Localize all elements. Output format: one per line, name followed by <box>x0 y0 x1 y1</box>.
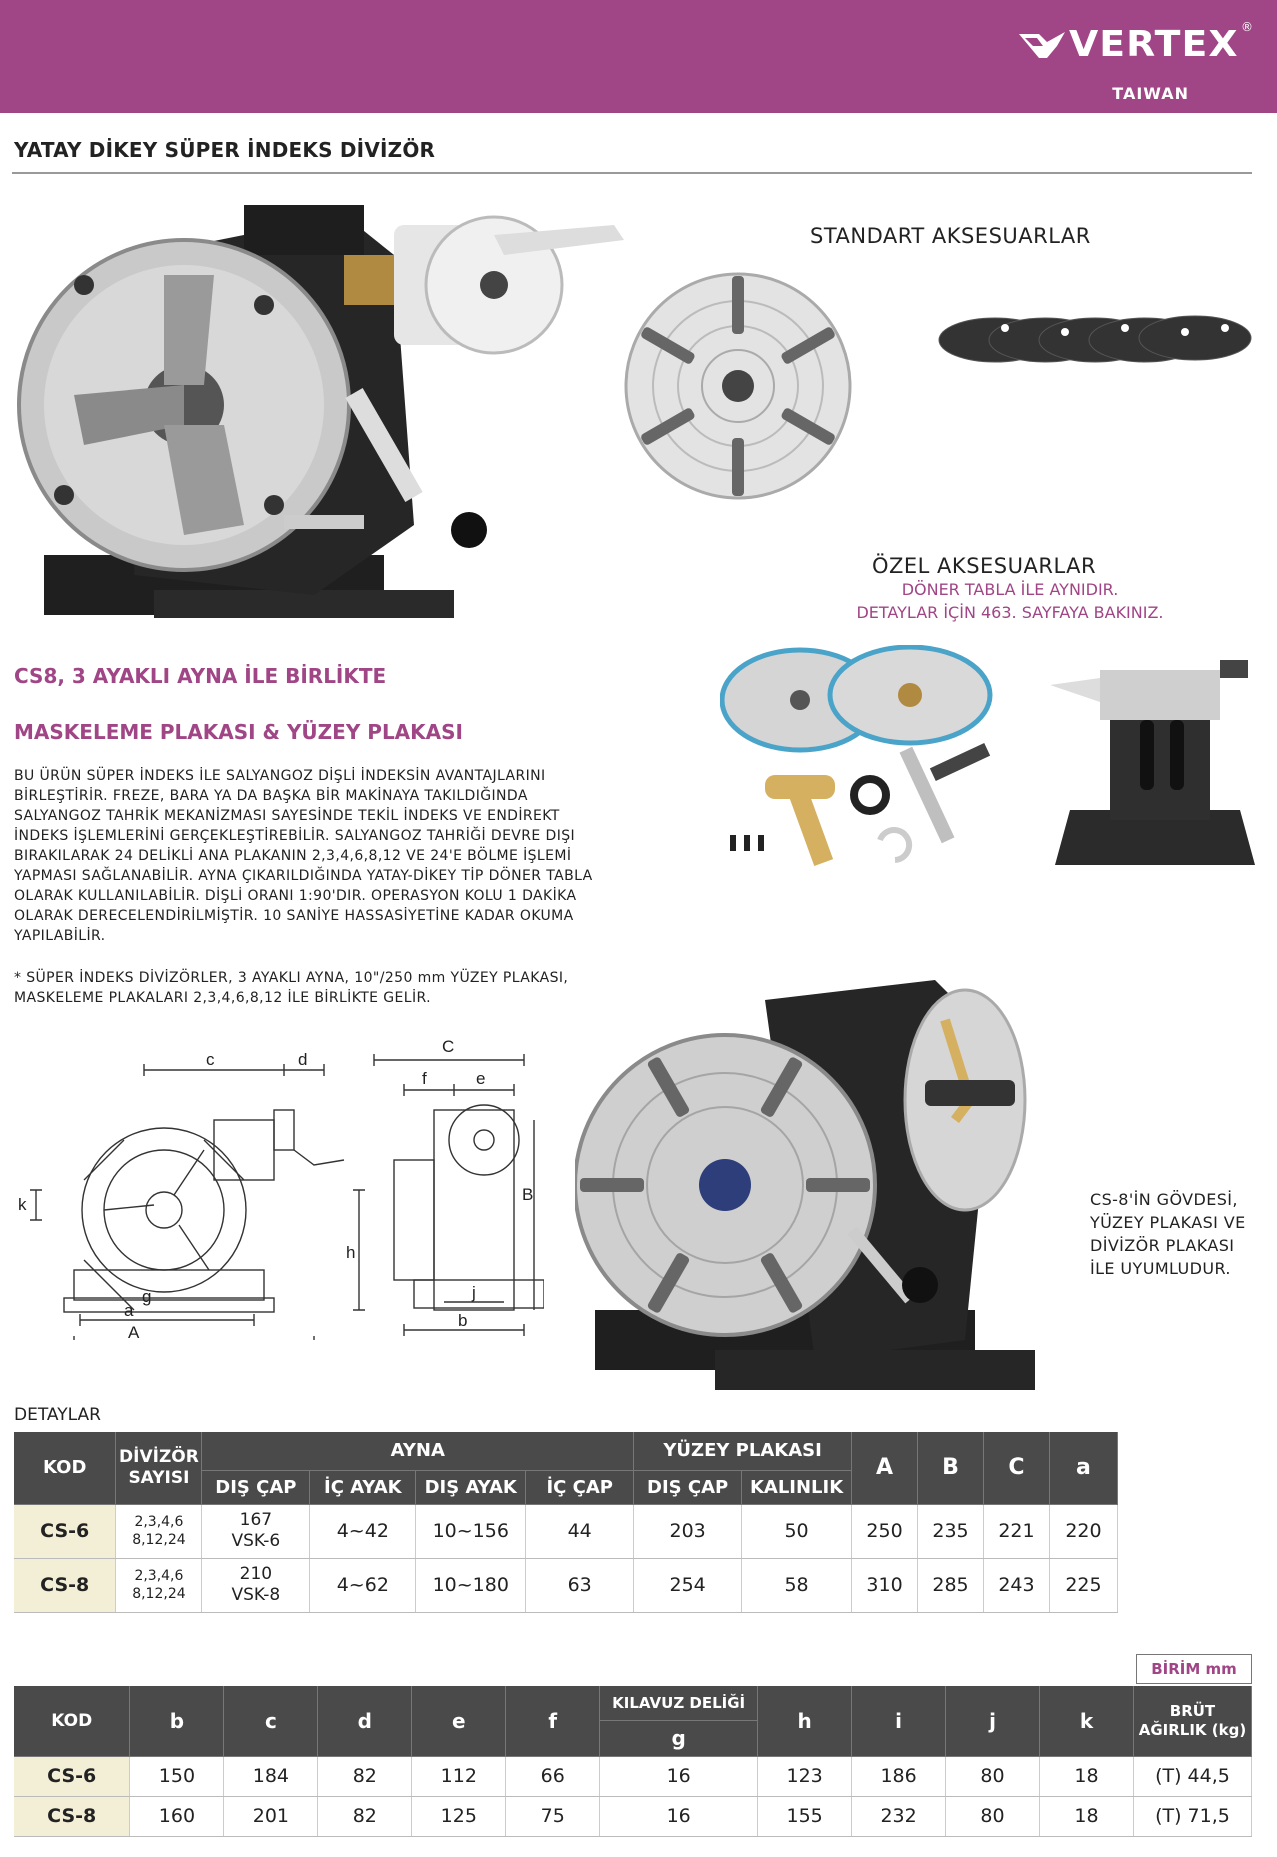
dim-label-k: k <box>18 1195 27 1214</box>
cell-i: 186 <box>852 1756 946 1796</box>
dim-label-g: g <box>142 1287 152 1306</box>
cell-ic-ayak: 4~42 <box>310 1504 416 1558</box>
dim-label-f: f <box>422 1069 427 1088</box>
cell-weight: (T) 44,5 <box>1133 1756 1251 1796</box>
cell-y-dis-cap: 254 <box>634 1558 742 1612</box>
surface-plate-photo <box>622 270 854 502</box>
compat-line: YÜZEY PLAKASI VE <box>1090 1213 1246 1232</box>
col-kod: KOD <box>14 1686 130 1756</box>
description-line: YAPILABİLİR. <box>14 928 106 944</box>
col-divizor-line1: DİVİZÖR <box>119 1446 199 1467</box>
title-divider <box>12 172 1252 174</box>
cell-d: 82 <box>318 1756 412 1796</box>
table-row <box>14 1504 1118 1558</box>
cell-C: 243 <box>983 1558 1049 1612</box>
col-divizor-line2: SAYISI <box>128 1467 190 1488</box>
col-y-dis-cap: DIŞ ÇAP <box>634 1470 742 1504</box>
description-line: BIRAKILARAK 24 DELİKLİ ANA PLAKANIN 2,3,4,6,8,12 VE 24'E BÖLME İŞLEMİ <box>14 848 572 864</box>
compat-line: İLE UYUMLUDUR. <box>1090 1259 1231 1278</box>
col-A: A <box>852 1432 918 1504</box>
unit-label: BİRİM mm <box>1136 1654 1252 1684</box>
cell-ic-cap: 44 <box>526 1504 634 1558</box>
cell-k: 18 <box>1040 1796 1134 1836</box>
col-h: h <box>758 1686 852 1756</box>
special-accessories-note-1: DÖNER TABLA İLE AYNIDIR. <box>901 580 1119 599</box>
cell-f: 75 <box>506 1796 600 1836</box>
col-j: j <box>946 1686 1040 1756</box>
cell-k: 18 <box>1040 1756 1134 1796</box>
cell-e: 125 <box>412 1796 506 1836</box>
details-label: DETAYLAR <box>14 1405 101 1425</box>
specs-table-2 <box>14 1686 1252 1837</box>
cell-b: 160 <box>130 1796 224 1836</box>
index-plates-kit-photo <box>720 645 1000 875</box>
dim-label-b: b <box>458 1311 468 1330</box>
col-divizor <box>116 1432 202 1504</box>
eagle-icon <box>1017 28 1067 62</box>
product-photo-cs8-rotary <box>575 960 1075 1400</box>
registered-mark: ® <box>1241 20 1253 34</box>
description-line: YAPMASI SAĞLANABİLİR. AYNA ÇIKARILDIĞINDA YATAY-DİKEY TİP DÖNER TABLA <box>14 868 593 884</box>
cell-line: 2,3,4,6 <box>134 1514 184 1530</box>
logo-country: TAIWAN <box>1112 84 1189 103</box>
technical-drawing <box>14 1020 544 1340</box>
cell-f: 66 <box>506 1756 600 1796</box>
cell-line: 167 <box>239 1510 273 1530</box>
cell-kod: CS-6 <box>14 1756 130 1796</box>
cell-divizor <box>116 1558 202 1612</box>
col-c: c <box>224 1686 318 1756</box>
cell-dis-ayak: 10~156 <box>416 1504 526 1558</box>
col-kalinlik: KALINLIK <box>742 1470 852 1504</box>
cell-j: 80 <box>946 1796 1040 1836</box>
specs-table-1 <box>14 1432 1118 1613</box>
cell-weight: (T) 71,5 <box>1133 1796 1251 1836</box>
cell-ic-ayak: 4~62 <box>310 1558 416 1612</box>
compat-line: DİVİZÖR PLAKASI <box>1090 1236 1235 1255</box>
compatibility-note <box>1090 1188 1270 1280</box>
dim-label-C: C <box>442 1037 455 1056</box>
cell-a: 225 <box>1049 1558 1117 1612</box>
cell-C: 221 <box>983 1504 1049 1558</box>
col-B: B <box>918 1432 984 1504</box>
cell-y-dis-cap: 203 <box>634 1504 742 1558</box>
cell-kod: CS-6 <box>14 1504 116 1558</box>
compat-line: CS-8'İN GÖVDESİ, <box>1090 1190 1238 1209</box>
cell-line: VSK-8 <box>231 1585 281 1605</box>
cell-line: VSK-6 <box>231 1531 281 1551</box>
cell-line: 8,12,24 <box>132 1586 186 1602</box>
cell-line: 210 <box>239 1564 273 1584</box>
col-ic-cap: İÇ ÇAP <box>526 1470 634 1504</box>
cell-A: 250 <box>852 1504 918 1558</box>
col-kilavuz: KILAVUZ DELİĞİ <box>600 1686 758 1720</box>
col-f: f <box>506 1686 600 1756</box>
section-title-cs8: CS8, 3 AYAKLI AYNA İLE BİRLİKTE <box>14 664 387 688</box>
col-a: a <box>1049 1432 1117 1504</box>
section-title-plates: MASKELEME PLAKASI & YÜZEY PLAKASI <box>14 720 463 744</box>
cell-g: 16 <box>600 1796 758 1836</box>
header-banner <box>0 0 1277 113</box>
logo-text: VERTEX <box>1069 24 1239 65</box>
page-title: YATAY DİKEY SÜPER İNDEKS DİVİZÖR <box>14 138 436 162</box>
col-brut-line2: AĞIRLIK (kg) <box>1138 1720 1247 1739</box>
cell-line: 8,12,24 <box>132 1532 186 1548</box>
description-line: OLARAK KULLANILABİLİR. DİŞLİ ORANI 1:90'DIR. OPERASYON KOLU 1 DAKİKA <box>14 888 577 904</box>
cell-line: 2,3,4,6 <box>134 1568 184 1584</box>
description-line: İNDEKS İŞLEMLERİNİ GERÇEKLEŞTİREBİLİR. SALYANGOZ TAHRİĞİ DEVRE DIŞI <box>14 828 576 844</box>
dim-label-a: a <box>124 1301 134 1320</box>
col-C: C <box>983 1432 1049 1504</box>
description-line: BİRLEŞTİRİR. FREZE, BARA YA DA BAŞKA BİR MAKİNAYA TAKILDIĞINDA <box>14 788 528 804</box>
special-accessories-title: ÖZEL AKSESUARLAR <box>872 554 1097 578</box>
cell-c: 201 <box>224 1796 318 1836</box>
dim-label-h: h <box>346 1243 356 1262</box>
cell-dis-ayak: 10~180 <box>416 1558 526 1612</box>
cell-kalinlik: 58 <box>742 1558 852 1612</box>
col-brut-line1: BRÜT <box>1169 1701 1216 1720</box>
cell-divizor <box>116 1504 202 1558</box>
description-line: OLARAK DERECELENDİRİLMİŞTİR. 10 SANİYE HASSASİYETİNE KADAR OKUMA <box>14 908 574 924</box>
included-items-note <box>14 968 654 1008</box>
dim-label-A: A <box>128 1323 140 1340</box>
cell-b: 150 <box>130 1756 224 1796</box>
cell-h: 123 <box>758 1756 852 1796</box>
masking-plates-photo <box>935 298 1255 378</box>
cell-dis-cap <box>202 1558 310 1612</box>
cell-e: 112 <box>412 1756 506 1796</box>
col-group-ayna: AYNA <box>202 1432 634 1470</box>
col-b: b <box>130 1686 224 1756</box>
dim-label-e: e <box>476 1069 486 1088</box>
description-line: SALYANGOZ TAHRİK MEKANİZMASI SAYESİNDE TEKİL İNDEKS VE ENDİREKT <box>14 808 560 824</box>
cell-d: 82 <box>318 1796 412 1836</box>
cell-B: 285 <box>918 1558 984 1612</box>
table-row <box>14 1756 1252 1796</box>
cell-kod: CS-8 <box>14 1558 116 1612</box>
cell-A: 310 <box>852 1558 918 1612</box>
col-brut <box>1133 1686 1251 1756</box>
note-line: MASKELEME PLAKALARI 2,3,4,6,8,12 İLE BİRLİKTE GELİR. <box>14 990 431 1006</box>
note-line: * SÜPER İNDEKS DİVİZÖRLER, 3 AYAKLI AYNA, 10"/250 mm YÜZEY PLAKASI, <box>14 970 569 986</box>
table-row <box>14 1558 1118 1612</box>
cell-ic-cap: 63 <box>526 1558 634 1612</box>
col-group-yuzey: YÜZEY PLAKASI <box>634 1432 852 1470</box>
description-line: BU ÜRÜN SÜPER İNDEKS İLE SALYANGOZ DİŞLİ İNDEKSİN AVANTAJLARINI <box>14 768 546 784</box>
dim-label-c: c <box>206 1050 215 1069</box>
cell-g: 16 <box>600 1756 758 1796</box>
cell-h: 155 <box>758 1796 852 1836</box>
product-photo-chuck <box>14 195 634 625</box>
cell-a: 220 <box>1049 1504 1117 1558</box>
cell-i: 232 <box>852 1796 946 1836</box>
tailstock-photo <box>1050 650 1260 875</box>
standard-accessories-title: STANDART AKSESUARLAR <box>810 224 1091 248</box>
special-accessories-note-2: DETAYLAR İÇİN 463. SAYFAYA BAKINIZ. <box>856 603 1164 622</box>
cell-j: 80 <box>946 1756 1040 1796</box>
col-e: e <box>412 1686 506 1756</box>
cell-B: 235 <box>918 1504 984 1558</box>
cell-dis-cap <box>202 1504 310 1558</box>
description-text <box>14 766 654 946</box>
col-k: k <box>1040 1686 1134 1756</box>
col-g: g <box>600 1720 758 1756</box>
cell-kalinlik: 50 <box>742 1504 852 1558</box>
col-dis-ayak: DIŞ AYAK <box>416 1470 526 1504</box>
dim-label-j: j <box>472 1283 476 1302</box>
col-d: d <box>318 1686 412 1756</box>
col-ic-ayak: İÇ AYAK <box>310 1470 416 1504</box>
col-kod: KOD <box>14 1432 116 1504</box>
table-row <box>14 1796 1252 1836</box>
col-dis-cap: DIŞ ÇAP <box>202 1470 310 1504</box>
cell-kod: CS-8 <box>14 1796 130 1836</box>
dim-label-d: d <box>298 1050 308 1069</box>
dim-label-B: B <box>522 1185 534 1204</box>
col-i: i <box>852 1686 946 1756</box>
cell-c: 184 <box>224 1756 318 1796</box>
vertex-logo <box>1017 20 1253 66</box>
